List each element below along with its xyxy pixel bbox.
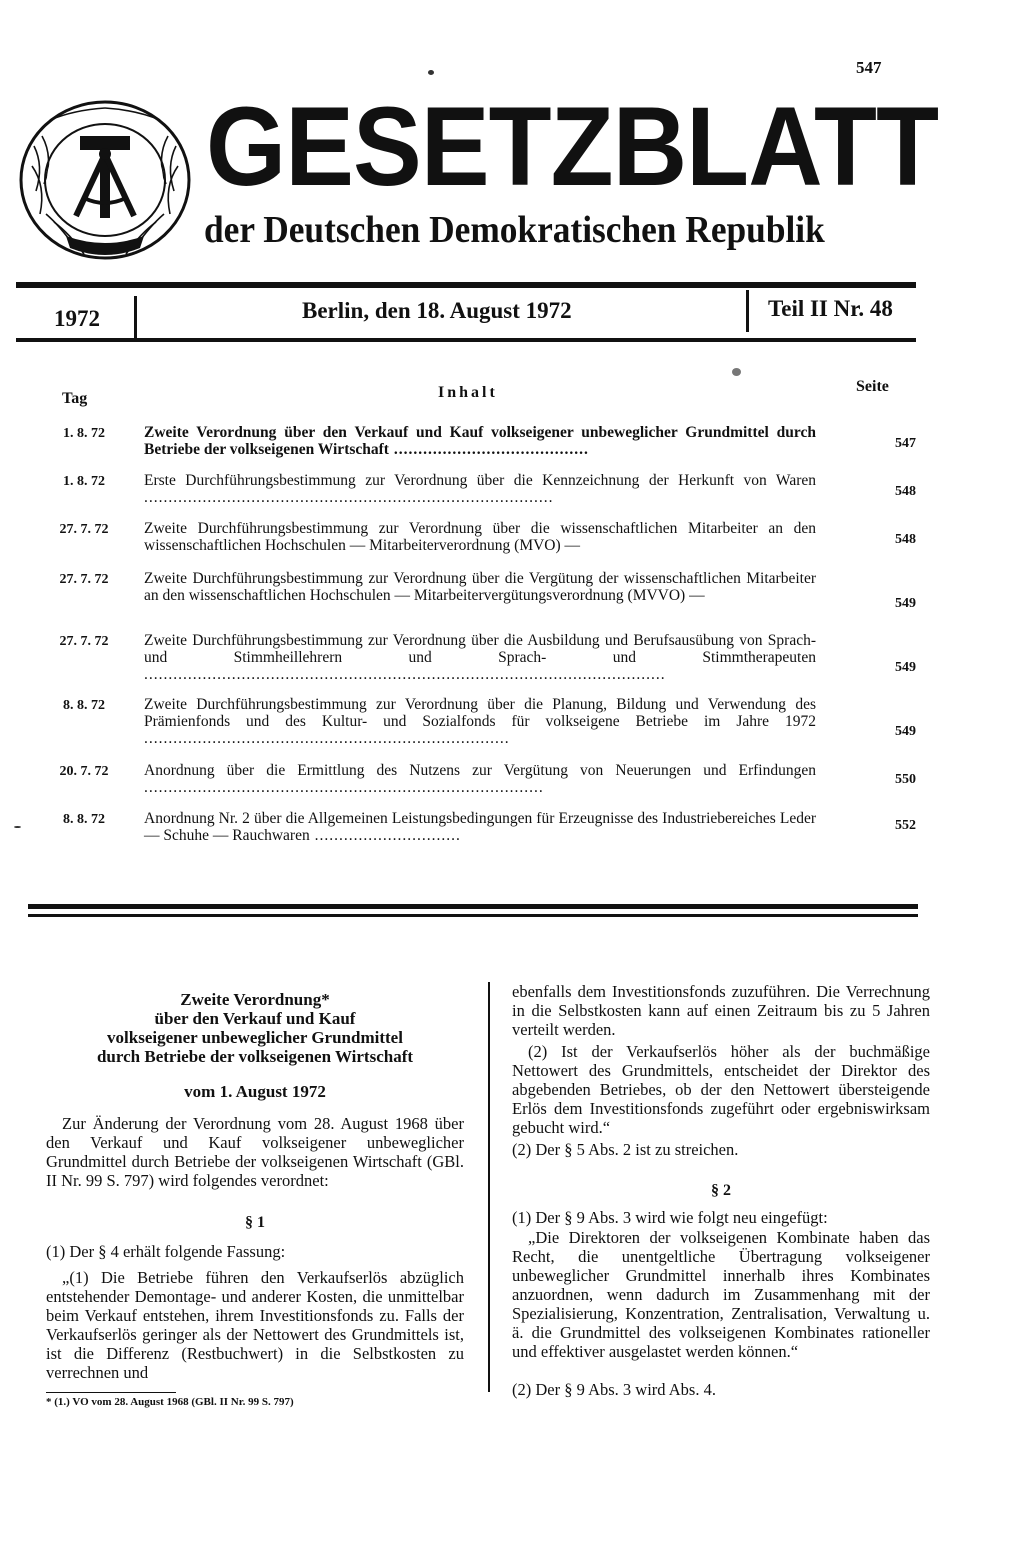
footnote: * (1.) VO vom 28. August 1968 (GBl. II Nr. 99 S. 797) bbox=[46, 1396, 294, 1408]
toc-entry-page: 552 bbox=[895, 818, 916, 833]
article-title bbox=[46, 990, 464, 1066]
column-divider bbox=[488, 982, 490, 1392]
toc-entry-page: 549 bbox=[895, 724, 916, 739]
scan-speck bbox=[428, 70, 434, 75]
header-date: Berlin, den 18. August 1972 bbox=[302, 298, 572, 323]
toc-entry-date: 8. 8. 72 bbox=[63, 698, 105, 713]
header-year: 1972 bbox=[54, 306, 100, 331]
footnote-rule bbox=[46, 1392, 176, 1393]
toc-entry-title: Zweite Durchführungsbestimmung zur Verordnung über die Ausbildung und Berufsausübung von Sprach- und Stimmheillehrern und Sprach- und Stimmtherapeuten bbox=[144, 632, 816, 666]
toc-heading-date: Tag bbox=[62, 390, 88, 407]
article-title-line: volkseigener unbeweglicher Grundmittel bbox=[107, 1028, 403, 1047]
masthead-title: GESETZBLATT bbox=[206, 84, 939, 209]
section-paragraph: (2) Der § 9 Abs. 3 wird Abs. 4. bbox=[512, 1380, 716, 1399]
section-heading: § 1 bbox=[245, 1214, 265, 1231]
toc-entry-page: 549 bbox=[895, 596, 916, 611]
toc-entry-text: Zweite Durchführungsbestimmung zur Verordnung über die Ausbildung und Berufsausübung von Sprach- und Stimmheillehrern und Sprach- und Stimmtherapeuten ........................................................................................................... bbox=[144, 632, 816, 683]
toc-entry-title: Anordnung Nr. 2 über die Allgemeinen Leistungsbedingungen für Erzeugnisse des Industriebereiches Leder — Schuhe — Rauchwaren bbox=[144, 810, 816, 844]
header-rule-top bbox=[16, 282, 916, 288]
toc-entry-date: 27. 7. 72 bbox=[59, 634, 109, 649]
state-emblem-icon bbox=[14, 96, 196, 268]
article-preamble: Zur Änderung der Verordnung vom 28. August 1968 über den Verkauf und Kauf volkseigener unbeweglicher Grundmittel durch Betriebe der volkseigenen Wirtschaft (GBl. II Nr. 99 S. 797) wird folgendes verordnet: bbox=[46, 1114, 464, 1190]
header-divider bbox=[134, 296, 137, 340]
toc-entry-page: 548 bbox=[895, 484, 916, 499]
article-date: vom 1. August 1972 bbox=[184, 1082, 326, 1101]
toc-entry-text: Zweite Verordnung über den Verkauf und Kauf volkseigener unbeweglicher Grundmittel durch Betriebe der volkseigenen Wirtschaft ........................................ bbox=[144, 424, 816, 458]
scan-speck bbox=[732, 368, 741, 376]
toc-entry-date: 27. 7. 72 bbox=[59, 522, 109, 537]
toc-entry-text: Zweite Durchführungsbestimmung zur Verordnung über die Vergütung der wissenschaftlichen Mitarbeiter an den wissenschaftlichen Hochschulen — Mitarbeitervergütungsverordnung (MVVO) — bbox=[144, 570, 816, 604]
section-quote: „Die Direktoren der volkseigenen Kombinate haben das Recht, die unentgeltliche Übertragung volkseigener unbeweglicher Grundmittel innerhalb ihres Kombinates anzuordnen, wenn dadurch im Zusammenhang mit der Spezialisierung, Konzentration, Zentralisation, Verwaltung u. ä. die Grundmittel des volkseigenen Kombinates rationeller und effektiver ausgelastet werden können.“ bbox=[512, 1228, 930, 1361]
section-paragraph: (2) Ist der Verkaufserlös höher als der buchmäßige Nettowert des Grundmittels, entscheidet der Direktor des abgebenden Betriebes, ob der den Nettowert übersteigende Erlös dem Investitionsfonds zugeführt oder ergebniswirksam gebucht wird.“ bbox=[512, 1042, 930, 1137]
section-heading: § 2 bbox=[711, 1182, 731, 1199]
toc-entry-date: 1. 8. 72 bbox=[63, 474, 105, 489]
header-rule-bottom bbox=[16, 338, 916, 342]
toc-entry-text: Anordnung Nr. 2 über die Allgemeinen Leistungsbedingungen für Erzeugnisse des Industriebereiches Leder — Schuhe — Rauchwaren .............................. bbox=[144, 810, 816, 844]
section-rule bbox=[28, 914, 918, 917]
toc-entry-text: Zweite Durchführungsbestimmung zur Verordnung über die wissenschaftlichen Mitarbeiter an den wissenschaftlichen Hochschulen — Mitarbeiterverordnung (MVO) — bbox=[144, 520, 816, 554]
toc-entry-text: Zweite Durchführungsbestimmung zur Verordnung über die Planung, Bildung und Verwendung des Prämienfonds und des Kultur- und Sozialfonds für volkseigene Betriebe im Jahre 1972 ........................................................................... bbox=[144, 696, 816, 747]
header-issue: Teil II Nr. 48 bbox=[768, 296, 893, 321]
toc-entry-page: 550 bbox=[895, 772, 916, 787]
toc-entry-page: 548 bbox=[895, 532, 916, 547]
continuation-paragraph: ebenfalls dem Investitionsfonds zuzuführen. Die Verrechnung in die Selbstkosten kann auf einen Zeitraum bis zu 5 Jahren verteilt werden. bbox=[512, 982, 930, 1039]
section-quote: „(1) Die Betriebe führen den Verkaufserlös abzüglich entstehender Demontage- und anderer Kosten, die unmittelbar beim Verkauf entstehen, ihrem Investitionsfonds zu. Falls der Verkaufserlös geringer als der Nettowert des Grundmittels ist, ist die Differenz (Restbuchwert) in die Selbstkosten zu verrechnen und bbox=[46, 1268, 464, 1382]
header-divider bbox=[746, 290, 749, 332]
toc-entry-date: 20. 7. 72 bbox=[59, 764, 109, 779]
toc-entry-date: 27. 7. 72 bbox=[59, 572, 109, 587]
toc-entry-date: 1. 8. 72 bbox=[63, 426, 105, 441]
toc-entry-page: 547 bbox=[895, 436, 916, 451]
scan-speck bbox=[14, 826, 21, 828]
toc-entry-title: Zweite Verordnung über den Verkauf und Kauf volkseigener unbeweglicher Grundmittel durch Betriebe der volkseigenen Wirtschaft bbox=[144, 424, 816, 458]
section-rule bbox=[28, 904, 918, 909]
article-title-line: über den Verkauf und Kauf bbox=[154, 1009, 356, 1028]
toc-entry-text: Erste Durchführungsbestimmung zur Verordnung über die Kennzeichnung der Herkunft von Waren .................................................................................... bbox=[144, 472, 816, 506]
toc-entry-title: Erste Durchführungsbestimmung zur Verordnung über die Kennzeichnung der Herkunft von Waren bbox=[144, 472, 816, 489]
toc-heading-page: Seite bbox=[856, 378, 889, 395]
masthead-subtitle: der Deutschen Demokratischen Republik bbox=[204, 209, 825, 251]
toc-entry-title: Anordnung über die Ermittlung des Nutzens zur Vergütung von Neuerungen und Erfindungen bbox=[144, 762, 816, 779]
article-title-line: durch Betriebe der volkseigenen Wirtschaft bbox=[96, 1047, 414, 1066]
toc-entry-title: Zweite Durchführungsbestimmung zur Verordnung über die Planung, Bildung und Verwendung des Prämienfonds und des Kultur- und Sozialfonds für volkseigene Betriebe im Jahre 1972 bbox=[144, 696, 816, 730]
toc-heading-title: Inhalt bbox=[438, 384, 498, 401]
section-paragraph: (1) Der § 4 erhält folgende Fassung: bbox=[46, 1242, 286, 1261]
section-paragraph: (2) Der § 5 Abs. 2 ist zu streichen. bbox=[512, 1140, 739, 1159]
toc-entry-date: 8. 8. 72 bbox=[63, 812, 105, 827]
section-paragraph: (1) Der § 9 Abs. 3 wird wie folgt neu eingefügt: bbox=[512, 1208, 828, 1227]
toc-entry-text: Anordnung über die Ermittlung des Nutzens zur Vergütung von Neuerungen und Erfindungen .................................................................................. bbox=[144, 762, 816, 796]
article-title-line: Zweite Verordnung* bbox=[180, 990, 330, 1009]
toc-entry-page: 549 bbox=[895, 660, 916, 675]
page-number: 547 bbox=[856, 58, 882, 77]
